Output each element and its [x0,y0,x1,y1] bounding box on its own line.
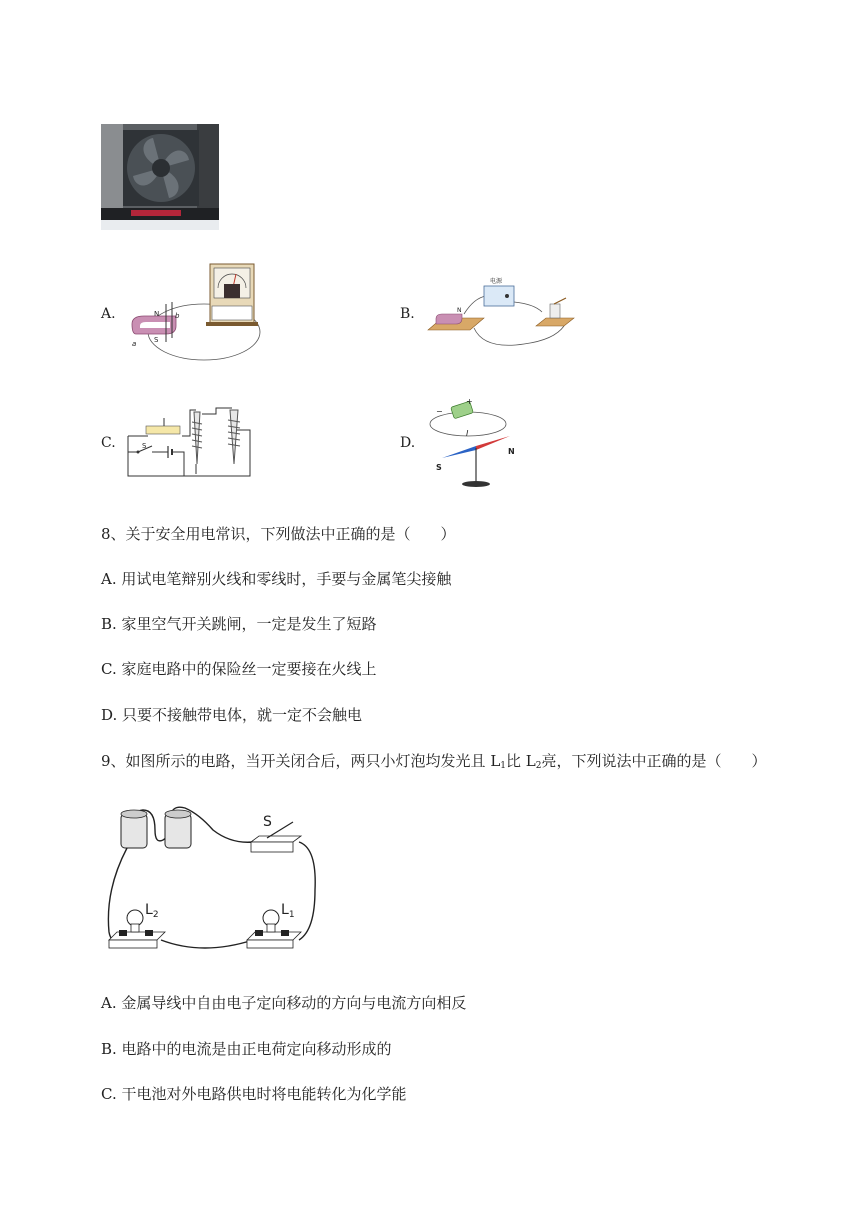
q8-option-b: B. 家里空气开关跳闸，一定是发生了短路 [101,615,377,633]
q8-option-a: A. 用试电笔辩别火线和零线时，手要与金属笔尖接触 [101,570,452,588]
q9-stem-mid: 比 L [506,752,536,770]
fig7-c-switch-letter: S [142,442,147,450]
q9-stem-sub2: 2 [535,761,542,771]
fig7-d-plus: + [466,397,473,406]
q9-lamp1-letter: L [281,902,289,918]
fig7-a-n-letter: N [154,310,160,318]
q9-stem-post: 亮，下列说法中正确的是（ ） [541,752,767,770]
fig7-d-n-letter: N [508,447,515,456]
q9-stem [101,750,767,771]
q9-option-a: A. 金属导线中自由电子定向移动的方向与电流方向相反 [101,994,467,1012]
cpu-fan-photo [101,124,219,230]
fig7-option-d-diagram [424,396,524,492]
q9-option-b: B. 电路中的电流是由正电荷定向移动形成的 [101,1040,392,1058]
q8-option-d: D. 只要不接触带电体，就一定不会触电 [101,706,363,724]
q9-lamp2-label [145,902,159,920]
q9-lamp2-sub: 2 [152,910,159,920]
q9-option-c: C. 干电池对外电路供电时将电能转化为化学能 [101,1085,407,1103]
q9-stem-sub1: 1 [500,761,507,771]
q9-switch-label: S [263,814,272,830]
fig7-option-c-diagram [124,404,254,480]
fig7-option-b-diagram [424,274,580,350]
fig7-d-minus: − [436,407,443,416]
fig7-a-a-letter: a [132,340,137,348]
q9-lamp2-letter: L [145,902,153,918]
fig7-option-d-label: D. [400,435,416,451]
q8-stem: 8、关于安全用电常识，下列做法中正确的是（ ） [101,525,456,543]
q9-circuit-diagram [103,800,327,958]
fig7-b-n-letter: N [457,307,462,314]
fig7-option-a-diagram [126,262,262,364]
fig7-a-s-letter: S [154,336,159,344]
fig7-option-c-label: C. [101,435,116,451]
fig7-d-current: I [466,429,469,438]
q9-lamp1-label [281,902,295,920]
fig7-option-a-label: A. [101,306,116,322]
q9-stem-pre: 9、如图所示的电路，当开关闭合后，两只小灯泡均发光且 L [101,752,501,770]
q8-option-c: C. 家庭电路中的保险丝一定要接在火线上 [101,660,377,678]
q9-lamp1-sub: 1 [288,910,295,920]
fig7-option-b-label: B. [400,306,415,322]
fig7-d-s-letter: S [436,463,442,472]
fig7-b-power-label: 电源 [490,278,503,285]
fig7-a-b-letter: b [175,312,180,320]
